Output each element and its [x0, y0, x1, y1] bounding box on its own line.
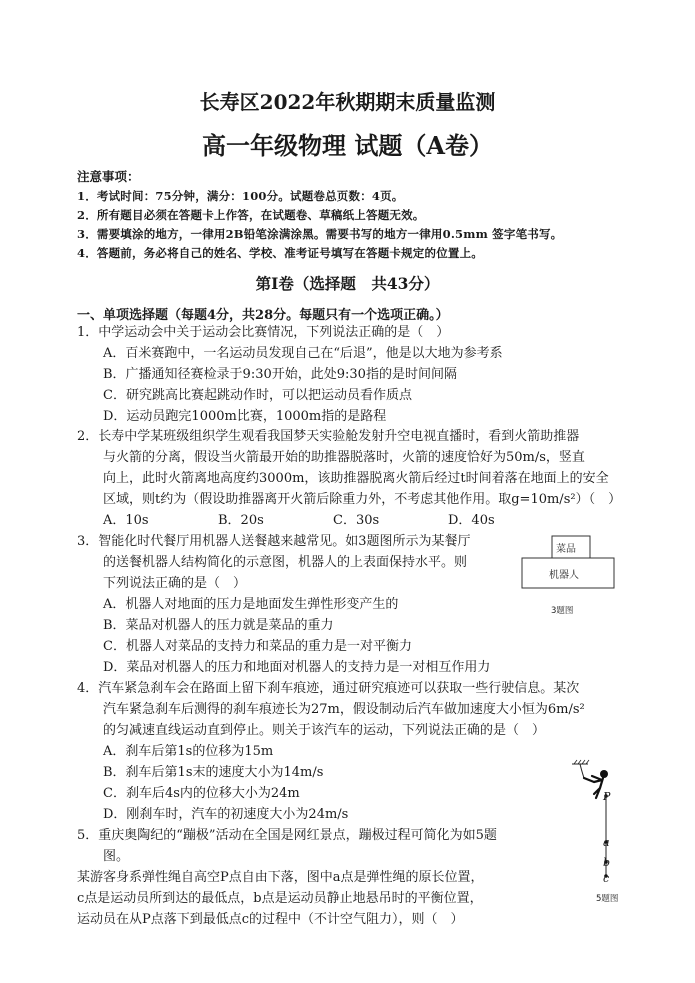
q5-line: c点是运动员所到达的最低点，b点是运动员静止地悬吊时的平衡位置，	[77, 891, 483, 906]
dish-label: 菜品	[556, 544, 576, 555]
q1-option-c: C．研究跳高比赛起跳动作时，可以把运动员看作质点	[103, 388, 412, 403]
bungee-figure	[570, 758, 620, 898]
exam-title: 长寿区2022年秋期期末质量监测	[199, 90, 496, 114]
q2-line: 区域，则t约为（假设助推器离开火箭后除重力外，不考虑其他作用。取g=10m/s²）（ ）	[103, 492, 622, 507]
q4-line: 汽车紧急刹车后测得的刹车痕迹长为27m，假设制动后汽车做加速度大小恒为6m/s²	[103, 702, 585, 717]
point-p-label: P	[603, 790, 611, 803]
q4-option-b: B．刹车后第1s末的速度大小为14m/s	[103, 765, 324, 780]
q3-option-a: A．机器人对地面的压力是地面发生弹性形变产生的	[103, 597, 399, 612]
section-subtitle: 一、单项选择题（每题4分，共28分。每题只有一个选项正确。）	[77, 308, 449, 323]
q1-option-d: D．运动员跑完1000m比赛，1000m指的是路程	[103, 409, 387, 424]
q2-line: 向上，此时火箭离地高度约3000m，该助推器脱离火箭后经过t时间着落在地面上的安全	[103, 471, 609, 486]
q2-line: 与火箭的分离，假设当火箭最开始的助推器脱落时，火箭的速度恰好为50m/s，竖直	[103, 450, 585, 465]
q2-option-c: C．30s	[333, 513, 380, 528]
q3-line: 的送餐机器人结构简化的示意图，机器人的上表面保持水平。则	[103, 555, 468, 570]
q3-option-d: D．菜品对机器人的压力和地面对机器人的支持力是一对相互作用力	[103, 660, 491, 675]
note-item: 3．需要填涂的地方，一律用2B铅笔涂满涂黑。需要书写的地方一律用0.5mm 签字笔书写。	[77, 227, 563, 241]
notes-heading: 注意事项：	[77, 169, 140, 184]
q4-line: 的匀减速直线运动直到停止。则关于该汽车的运动，下列说法正确的是（ ）	[103, 723, 546, 738]
point-c-label: c	[603, 872, 610, 885]
q3-line: 3．智能化时代餐厅用机器人送餐越来越常见。如3题图所示为某餐厅	[77, 534, 471, 549]
q4-line: 4．汽车紧急刹车会在路面上留下刹车痕迹，通过研究痕迹可以获取一些行驶信息。某次	[77, 681, 580, 696]
q2-option-a: A．10s	[103, 513, 149, 528]
exam-subtitle: 高一年级物理 试题（A卷）	[202, 131, 493, 160]
q5-line: 图。	[103, 849, 130, 864]
robot-label: 机器人	[549, 570, 579, 581]
q5-line: 某游客身系弹性绳自高空P点自由下落，图中a点是弹性绳的原长位置，	[77, 870, 484, 885]
q2-line: 2．长寿中学某班级组织学生观看我国梦天实验舱发射升空电视直播时，看到火箭助推器	[77, 429, 580, 444]
note-item: 1．考试时间：75分钟，满分：100分。试题卷总页数：4页。	[77, 189, 404, 203]
q4-option-a: A．刹车后第1s的位移为15m	[103, 744, 274, 759]
note-item: 2．所有题目必须在答题卡上作答，在试题卷、草稿纸上答题无效。	[77, 208, 425, 222]
q3-option-c: C．机器人对菜品的支持力和菜品的重力是一对平衡力	[103, 639, 412, 654]
q3-line: 下列说法正确的是（ ）	[103, 576, 247, 591]
q2-option-b: B．20s	[218, 513, 264, 528]
figure3-caption: 3题图	[551, 606, 574, 616]
note-item: 4．答题前，务必将自己的姓名、学校、准考证号填写在答题卡规定的位置上。	[77, 246, 483, 260]
q5-line: 5．重庆奥陶纪的“蹦极”活动在全国是网红景点，蹦极过程可简化为如5题	[77, 828, 497, 843]
q2-option-d: D．40s	[448, 513, 495, 528]
point-b-label: b	[603, 856, 611, 869]
q4-option-c: C．刹车后4s内的位移大小为24m	[103, 786, 300, 801]
q1-option-b: B．广播通知径赛检录于9:30开始，此处9:30指的是时间间隔	[103, 367, 457, 382]
point-a-label: a	[603, 836, 610, 849]
q1-option-a: A．百米赛跑中，一名运动员发现自己在“后退”，他是以大地为参考系	[103, 346, 503, 361]
q3-option-b: B．菜品对机器人的压力就是菜品的重力	[103, 618, 334, 633]
q1-stem: 1．中学运动会中关于运动会比赛情况，下列说法正确的是（ ）	[77, 325, 450, 340]
q4-option-d: D．刚刹车时，汽车的初速度大小为24m/s	[103, 807, 349, 822]
q5-line: 运动员在从P点落下到最低点c的过程中（不计空气阻力），则（ ）	[77, 912, 464, 927]
section-title: 第Ⅰ卷（选择题 共43分）	[255, 274, 440, 293]
figure5-caption: 5题图	[596, 894, 619, 904]
